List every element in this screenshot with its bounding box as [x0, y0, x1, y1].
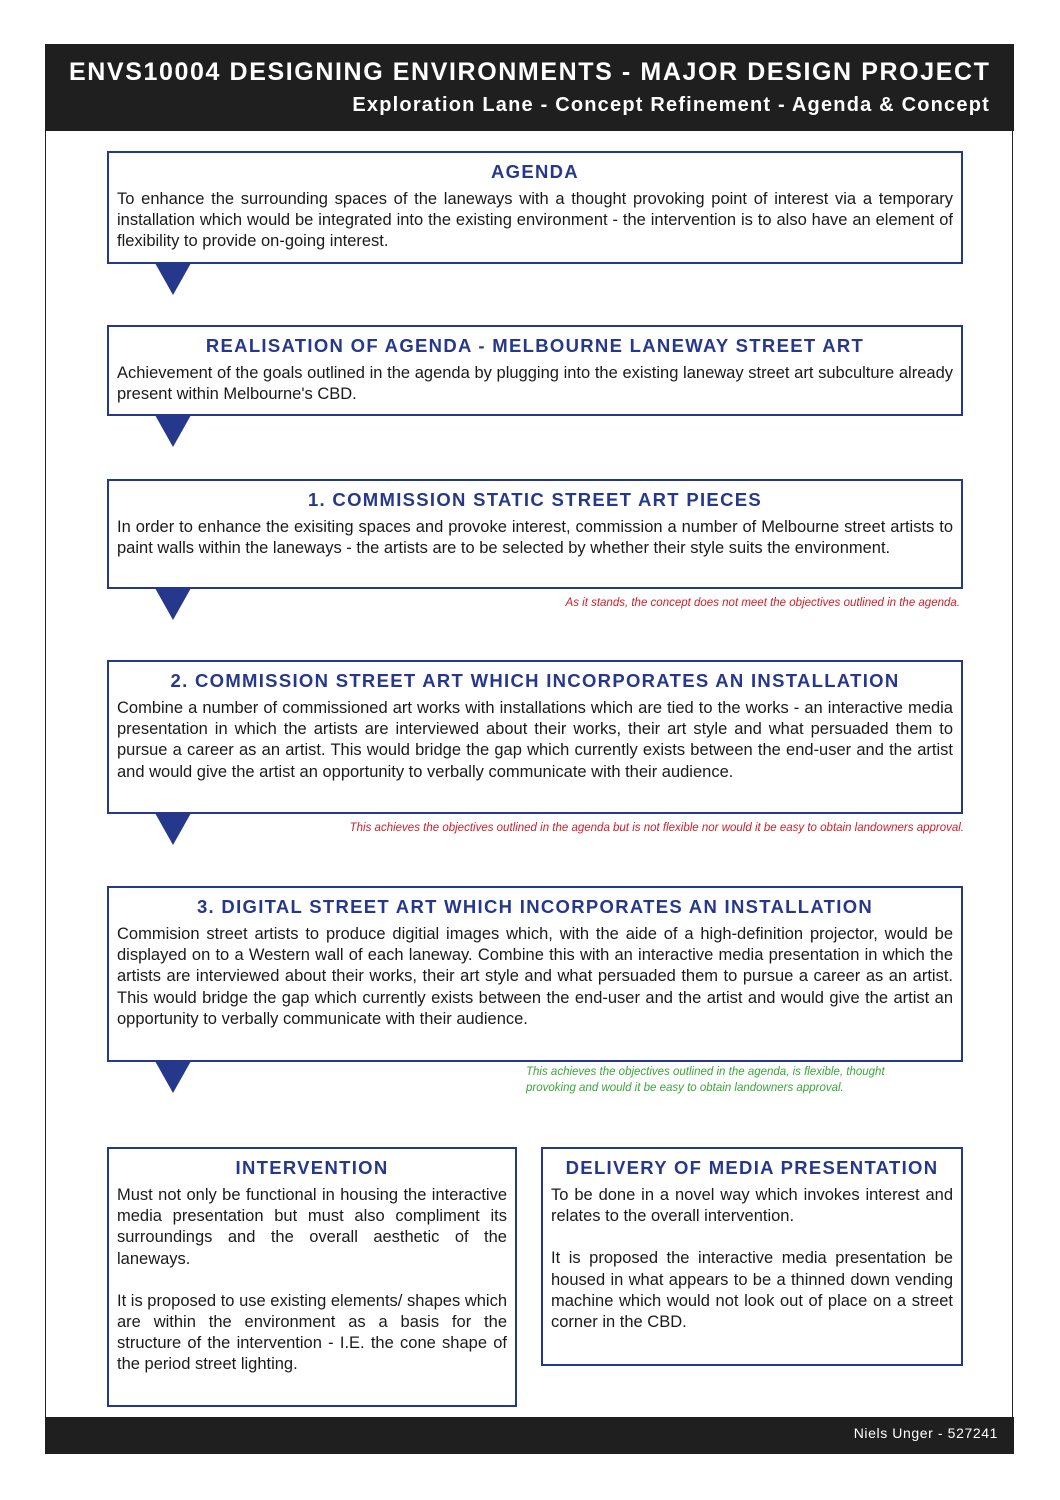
arrow-down-icon [155, 263, 191, 295]
agenda-heading: AGENDA [491, 161, 579, 182]
arrow-down-icon [155, 588, 191, 620]
page-title: ENVS10004 DESIGNING ENVIRONMENTS - MAJOR DESIGN PROJECT [69, 58, 991, 86]
intervention-paragraph-1: Must not only be functional in housing the interactive media presentation but must also compliment its surroundings and the overall aesthetic of the laneways. [117, 1186, 507, 1268]
option-2-box [107, 660, 963, 814]
option-1-note: As it stands, the concept does not meet the objectives outlined in the agenda. [565, 597, 960, 609]
option-1-text [117, 517, 953, 559]
realisation-heading: REALISATION OF AGENDA - MELBOURNE LANEWAY STREET ART [205, 335, 865, 356]
intervention-heading: INTERVENTION [235, 1157, 389, 1178]
realisation-paragraph: Achievement of the goals outlined in the agenda by plugging into the existing laneway street art subculture already present within Melbourne's CBD. [117, 364, 953, 404]
agenda-paragraph: To enhance the surrounding spaces of the laneways with a thought provoking point of interest via a temporary installation which would be integrated into the existing environment - the intervention is to also have an element of flexibility to provide on-going interest. [117, 190, 953, 251]
option-1-box [107, 479, 963, 589]
arrow-down-icon [155, 1061, 191, 1093]
delivery-paragraph-2: It is proposed the interactive media presentation be housed in what appears to be a thinned down vending machine which would not look out of place on a street corner in the CBD. [551, 1249, 953, 1332]
option-3-text [117, 924, 953, 1030]
arrow-down-icon [155, 415, 191, 447]
page-header [45, 44, 1014, 131]
realisation-text [117, 363, 953, 405]
author-credit: Niels Unger - 527241 [853, 1425, 998, 1441]
option-3-box [107, 886, 963, 1062]
option-1-paragraph: In order to enhance the exisiting spaces and provoke interest, commission a number of Melbourne street artists to paint walls within the laneways - the artists are to be selected by whether their style suits the environment. [117, 518, 953, 558]
arrow-down-icon [155, 813, 191, 845]
delivery-text [551, 1185, 953, 1333]
delivery-paragraph-1: To be done in a novel way which invokes interest and relates to the overall intervention. [551, 1186, 953, 1226]
page-footer [45, 1417, 1014, 1454]
intervention-paragraph-2: It is proposed to use existing elements/ shapes which are within the environment as a basis for the structure of the intervention - I.E. the cone shape of the period street lighting. [117, 1291, 507, 1374]
option-2-paragraph: Combine a number of commissioned art works with installations which are tied to the works - an interactive media presentation in which the artists are interviewed about their works, their art style and what persuaded them to pursue a career as an artist. This would bridge the gap which currently exists between the end-user and the artist and would give the artist an opportunity to verbally communicate with their audience. [117, 699, 953, 781]
intervention-text [117, 1185, 507, 1376]
option-3-note-line-2: provoking and would it be easy to obtain landowners approval. [526, 1082, 844, 1094]
option-2-text [117, 698, 953, 783]
option-2-note: This achieves the objectives outlined in the agenda but is not flexible nor would it be easy to obtain landowners approval. [349, 822, 964, 834]
delivery-box [541, 1147, 963, 1366]
page-subtitle: Exploration Lane - Concept Refinement - Agenda & Concept [352, 94, 990, 116]
option-3-note [526, 1064, 885, 1096]
option-1-heading: 1. COMMISSION STATIC STREET ART PIECES [307, 489, 763, 510]
delivery-heading: DELIVERY OF MEDIA PRESENTATION [565, 1157, 939, 1178]
option-2-heading: 2. COMMISSION STREET ART WHICH INCORPORATES AN INSTALLATION [170, 670, 900, 691]
option-3-paragraph: Commision street artists to produce digitial images which, with the aide of a high-definition projector, would be displayed on to a Western wall of each laneway. Combine this with an interactive media presentation in which the artists are interviewed about their works, their art style and what persuaded them to pursue a career as an artist. This would bridge the gap which currently exists between the end-user and the artist and would give the artist an opportunity to verbally communicate with their audience. [117, 925, 953, 1028]
agenda-text [117, 189, 953, 253]
agenda-box [107, 151, 963, 264]
realisation-box [107, 325, 963, 416]
intervention-box [107, 1147, 517, 1407]
option-3-heading: 3. DIGITAL STREET ART WHICH INCORPORATES AN INSTALLATION [196, 896, 874, 917]
option-3-note-line-1: This achieves the objectives outlined in the agenda, is flexible, thought [526, 1066, 885, 1078]
